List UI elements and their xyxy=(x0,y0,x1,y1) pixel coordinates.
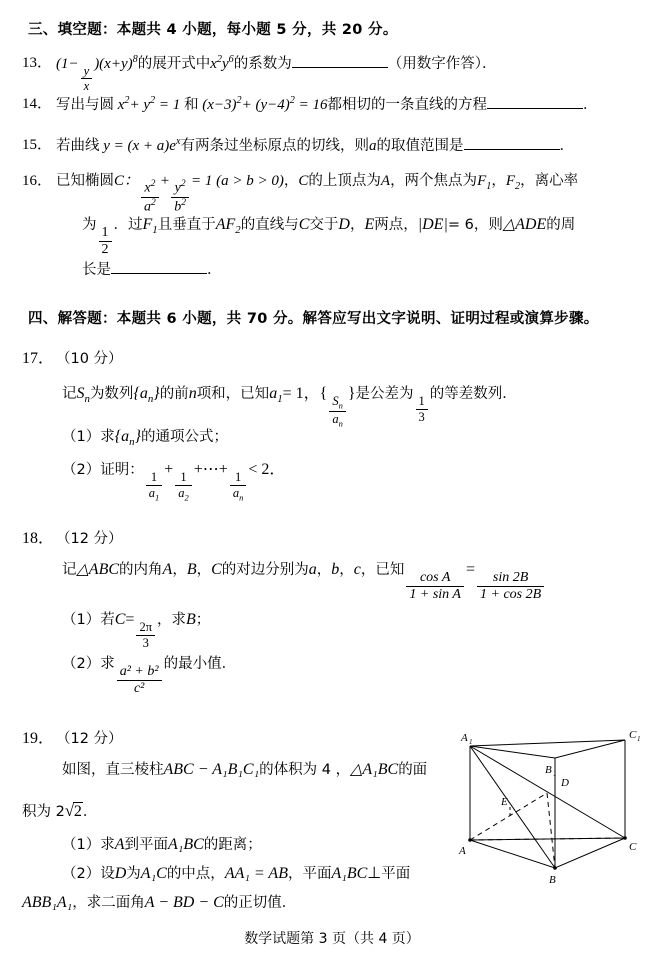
question-14-body: 写出与圆 $x^2+ y^2 = 1$ 和 $(x-3)^2+ (y-4)^2 = 16$都相切的一条直线的方程 ． xyxy=(56,95,598,113)
q18-a: 记 xyxy=(62,562,77,578)
q17-c: 的前 xyxy=(159,386,189,402)
question-18-part-1 xyxy=(62,608,210,650)
q18-equals: = xyxy=(465,561,475,578)
prism-figure-svg xyxy=(435,728,650,888)
q16-text-4: ，离心率 xyxy=(520,173,579,189)
q18-side-b: b xyxy=(331,561,340,578)
label-B: B xyxy=(549,874,556,886)
q19-p2-t3: ，平面 xyxy=(287,866,332,882)
q14-eq1-x: x xyxy=(117,97,125,113)
q16-l3-end: ． xyxy=(207,262,222,279)
label-C1: C xyxy=(629,729,637,741)
q15-mid-text: 有两条过坐标原点的切线，则 xyxy=(180,138,369,154)
question-18-score: （12 分） xyxy=(56,531,123,547)
q13-mid-text: 的展开式中 xyxy=(137,56,211,72)
question-17-score: （10 分） xyxy=(56,351,123,367)
q17-frac-sn: $S_n$ xyxy=(332,394,343,411)
q15-equation-sup: x xyxy=(175,136,181,147)
q19-p2-t6: 的正切值． xyxy=(223,895,297,911)
question-13 xyxy=(22,52,642,94)
q16-l2-g2: = 6，则 xyxy=(447,217,503,233)
q18-p1-tail: ，求 xyxy=(157,612,186,628)
q19-p1-A: A xyxy=(114,836,125,853)
q17-p2-tail: < 2． xyxy=(248,461,286,478)
question-13-number: 13． xyxy=(22,55,53,71)
q18-e: 的对边分别为 xyxy=(221,562,309,578)
question-18-part-2 xyxy=(62,652,236,697)
question-18-stem xyxy=(62,558,647,603)
q13-end-text: （用数字作答）． xyxy=(387,56,497,72)
q16-l2-g1: 两点， xyxy=(374,217,418,233)
q19-l2-a: 积为 2 xyxy=(22,804,65,820)
q14-tail-text: 都相切的一条直线的方程 xyxy=(327,97,488,113)
question-16-line3 xyxy=(82,258,222,279)
question-15-body xyxy=(56,134,642,158)
q19-tri: △A₁BC xyxy=(350,761,399,778)
q15-tail-text: 的取值范围是 xyxy=(376,138,464,154)
q19-p2-perp: ⊥ xyxy=(367,865,382,882)
q17-an-set: $\{a_n\}$ xyxy=(133,385,160,406)
question-18-header xyxy=(22,525,123,548)
q18-triangle: △ABC xyxy=(76,561,120,578)
q18-p1-C: C xyxy=(114,611,126,628)
q16-frac1-num: $x^2$ xyxy=(144,179,156,196)
q19-p2-plane2: ABB₁A₁ xyxy=(22,894,73,911)
label-D: D xyxy=(561,777,569,789)
q16-l2-f: ， xyxy=(349,217,365,233)
q19-p2-plane1: A₁BC xyxy=(331,865,368,882)
q14-lead-text: 写出与圆 xyxy=(56,97,114,113)
q18-c: ， xyxy=(172,562,187,578)
q15-end-text: ． xyxy=(559,138,574,154)
q16-l2-C: C xyxy=(298,216,310,233)
question-16 xyxy=(22,170,647,216)
q14-eq1-y: + y xyxy=(129,97,151,113)
question-15-number: 15． xyxy=(22,137,53,153)
question-16-body xyxy=(56,170,647,216)
q19-a: 如图，直三棱柱 xyxy=(62,762,164,778)
q17-p1-tail: 的通项公式； xyxy=(140,429,228,445)
q13-term-y-pow: 6 xyxy=(228,54,234,65)
q17-f: 是公差为 xyxy=(355,386,414,402)
q18-rhs-den: 1 + cos 2B xyxy=(477,586,544,603)
q13-expr-mid: )(x+y) xyxy=(94,56,133,72)
q15-answer-blank[interactable] xyxy=(464,135,560,150)
q18-p2-den: c² xyxy=(117,680,162,697)
q19-l2-b: ． xyxy=(82,804,98,820)
q17-g: 的等差数列． xyxy=(429,386,517,402)
q16-frac1-den: $a^2$ xyxy=(141,197,159,216)
q16-l2-e: 交于 xyxy=(309,217,339,233)
q17-p1-expr: $\{a_n\}$ xyxy=(114,428,141,449)
q17-sn: $S_n$ xyxy=(76,385,90,406)
q19-p2-t5: ，求二面角 xyxy=(72,895,145,911)
q18-p1-end: ； xyxy=(195,612,211,628)
q19-b: 的体积为 4 ， xyxy=(259,762,351,778)
q16-frac2-num: $y^2$ xyxy=(174,179,186,196)
q14-eq2-rhs: = 16 xyxy=(298,97,328,113)
q14-end-text: ． xyxy=(583,97,598,113)
q14-answer-blank[interactable] xyxy=(487,94,583,109)
label-E: E xyxy=(501,796,508,808)
q18-B: B xyxy=(186,561,197,578)
q17-e: = 1， xyxy=(282,385,320,402)
question-19-stem-line1 xyxy=(62,758,432,779)
q15-lead-text: 若曲线 xyxy=(56,138,100,154)
q13-term-x: x xyxy=(210,56,217,72)
q14-eq2-b: + (y−4) xyxy=(241,97,290,113)
q16-c-label: C xyxy=(298,173,309,189)
q17-d: 项和，已知 xyxy=(196,386,270,402)
q14-eq1-rhs: = 1 xyxy=(158,97,181,113)
q19-p1-label: （1）求 xyxy=(62,837,115,853)
question-19-part-1 xyxy=(62,833,262,854)
q16-ecc-num: 1 xyxy=(101,225,109,241)
q19-p1-plane: A₁BC xyxy=(168,836,204,853)
q13-frac-den: x xyxy=(81,78,93,93)
q16-l2-c: 且垂直于 xyxy=(157,217,216,233)
q16-comma: ， xyxy=(283,173,299,189)
q17-a1: $a_1$ xyxy=(269,385,283,406)
q16-l2-de: |DE| xyxy=(417,216,448,233)
q13-frac-num: y xyxy=(83,63,90,78)
q16-l2-af2: $AF_2$ xyxy=(215,216,241,237)
q18-p2-tail: 的最小值． xyxy=(163,656,237,672)
q17-d-num: 1 xyxy=(418,394,425,409)
q13-term-y: y xyxy=(221,56,229,72)
q18-p1-label: （1）若 xyxy=(62,612,115,628)
q16-ellipse-name: C： xyxy=(114,173,140,189)
q18-side-c: c xyxy=(353,561,361,578)
prism-figure xyxy=(435,728,650,888)
q17-p2-a1: $a_1$ xyxy=(146,485,163,503)
q16-l2-D: D xyxy=(338,216,350,233)
question-14 xyxy=(22,93,642,117)
q16-l2-tri: △ADE xyxy=(502,216,547,233)
q19-p1-t1: 到平面 xyxy=(124,837,169,853)
q18-p1-eq: = xyxy=(125,611,135,628)
q15-var-a: a xyxy=(369,138,377,154)
q18-p1-den: 3 xyxy=(136,635,155,650)
q16-l3-a: 长是 xyxy=(82,262,111,279)
q16-l2-f1: $F_1$ xyxy=(142,216,158,237)
q19-p2-t4: 平面 xyxy=(381,866,411,882)
q16-text-3: ， xyxy=(491,173,506,189)
q16-l2-b: ．过 xyxy=(113,217,143,233)
label-B1: B xyxy=(545,764,552,776)
q16-l2-a: 为 xyxy=(82,217,97,233)
question-17-number: 17． xyxy=(22,350,55,367)
q19-p2-D: D xyxy=(114,865,127,882)
q19-p2-eq: AA₁ = AB xyxy=(224,865,288,882)
q19-p2-t2: 的中点， xyxy=(166,866,225,882)
q16-plus: + xyxy=(160,173,170,189)
q16-frac2-den: $b^2$ xyxy=(171,197,189,216)
question-18-number: 18． xyxy=(22,530,55,547)
q16-focus-f2: $F_2$ xyxy=(505,173,521,192)
label-A1: A xyxy=(461,732,468,744)
question-17-part-2: （2）证明： $\frac{1}{a_1}$ + $\frac{1}{a_2}$ +⋯+ $\frac{1}{a_n}$ < 2． xyxy=(62,461,286,503)
q18-p1-num: 2π xyxy=(139,620,152,635)
q18-d: ， xyxy=(196,562,212,578)
q17-d-den: 3 xyxy=(416,409,428,424)
q14-and-text: 和 xyxy=(184,97,199,113)
q16-l2-d: 的直线与 xyxy=(240,217,299,233)
q18-lhs-num: cos A xyxy=(419,570,451,586)
q17-p2-a2: $a_2$ xyxy=(175,485,192,503)
question-16-line2 xyxy=(82,213,647,258)
q17-p2-label: （2）证明： xyxy=(62,462,144,478)
q19-prism: ABC − A₁B₁C₁ xyxy=(163,761,260,778)
q16-l2-E: E xyxy=(364,216,375,233)
q13-expr-pow: 8 xyxy=(132,54,138,65)
q13-answer-blank[interactable] xyxy=(292,53,388,68)
question-16-number: 16． xyxy=(22,173,53,189)
q18-rhs-num: sin 2B xyxy=(492,570,529,586)
q16-text-2: ，两个焦点为 xyxy=(390,173,478,189)
q19-p1-t2: 的距离； xyxy=(203,837,262,853)
q17-frac-an: $a_n$ xyxy=(329,411,346,429)
q16-answer-blank[interactable] xyxy=(111,258,207,274)
question-19-score: （12 分） xyxy=(56,731,123,747)
question-19-number: 19． xyxy=(22,730,55,747)
q19-p2-angle: A − BD − C xyxy=(144,894,224,911)
q16-point-a: A xyxy=(380,173,391,189)
q19-p2-seg: A₁C xyxy=(140,865,167,882)
q16-ecc-den: 2 xyxy=(99,241,112,258)
q17-a: 记 xyxy=(62,386,77,402)
q16-lead-text: 已知椭圆 xyxy=(56,173,114,189)
q13-expr-prefix: (1− xyxy=(56,56,79,72)
page-footer: 数学试题第 3 页（共 4 页） xyxy=(244,931,420,947)
label-C: C xyxy=(629,841,637,853)
q19-c: 的面 xyxy=(398,762,428,778)
q13-tail-text: 的系数为 xyxy=(233,56,292,72)
q17-p1-label: （1）求 xyxy=(62,429,115,445)
question-19-header xyxy=(22,725,123,748)
section-3-heading: 三、填空题：本题共 4 小题，每小题 5 分，共 20 分。 xyxy=(28,22,398,38)
q16-text-1: 的上顶点为 xyxy=(308,173,381,189)
q18-p2-num: a² + b² xyxy=(119,664,159,680)
q18-g: ， xyxy=(339,562,354,578)
question-14-number: 14． xyxy=(22,96,53,112)
q16-focus-f1: $F_1$ xyxy=(477,173,492,192)
question-17-header xyxy=(22,345,123,368)
q19-sqrt2: √ 2 xyxy=(65,802,83,821)
question-17-stem: 记$S_n$为数列$\{a_n\}$的前n项和，已知$a_1= 1$，{ $\frac{S_n}{a_n}$ }是公差为 $\frac{1}{3}$ 的等差数列． xyxy=(62,385,517,429)
q13-term-x-pow: 2 xyxy=(216,54,222,65)
svg-text:1: 1 xyxy=(637,735,641,743)
svg-text:1: 1 xyxy=(553,770,557,778)
q18-side-a: a xyxy=(308,561,317,578)
q17-b: 为数列 xyxy=(89,386,134,402)
q15-equation: y = (x + a)e xyxy=(103,138,176,154)
question-13-body xyxy=(56,52,642,94)
q19-p2-t1: 为 xyxy=(126,866,141,882)
q16-l2-g3: 的周 xyxy=(546,217,576,233)
question-19-part-2-cont xyxy=(22,891,296,912)
question-17-part-1 xyxy=(62,425,228,448)
q18-f: ， xyxy=(316,562,332,578)
q18-p2-label: （2）求 xyxy=(62,656,115,672)
question-15 xyxy=(22,134,642,158)
q19-p2-label: （2）设 xyxy=(62,866,115,882)
q18-A: A xyxy=(162,561,173,578)
q18-b: 的内角 xyxy=(119,562,163,578)
q18-C: C xyxy=(211,561,222,578)
section-4-heading: 四、解答题：本题共 6 小题，共 70 分。解答应写出文字说明、证明过程或演算步骤。 xyxy=(28,311,599,327)
q14-eq2-a: (x−3) xyxy=(202,97,237,113)
q18-h: ，已知 xyxy=(360,562,405,578)
q17-n: n xyxy=(188,385,197,402)
q17-p2-an: $a_n$ xyxy=(230,485,247,503)
question-19-stem-line2 xyxy=(22,800,97,821)
q18-p1-B: B xyxy=(186,611,196,628)
q16-eq-cond: = 1 (a > b > 0) xyxy=(191,173,284,189)
label-A: A xyxy=(459,845,466,857)
svg-text:1: 1 xyxy=(469,738,473,746)
question-19-part-2 xyxy=(62,862,452,883)
q18-lhs-den: 1 + sin A xyxy=(406,586,464,603)
